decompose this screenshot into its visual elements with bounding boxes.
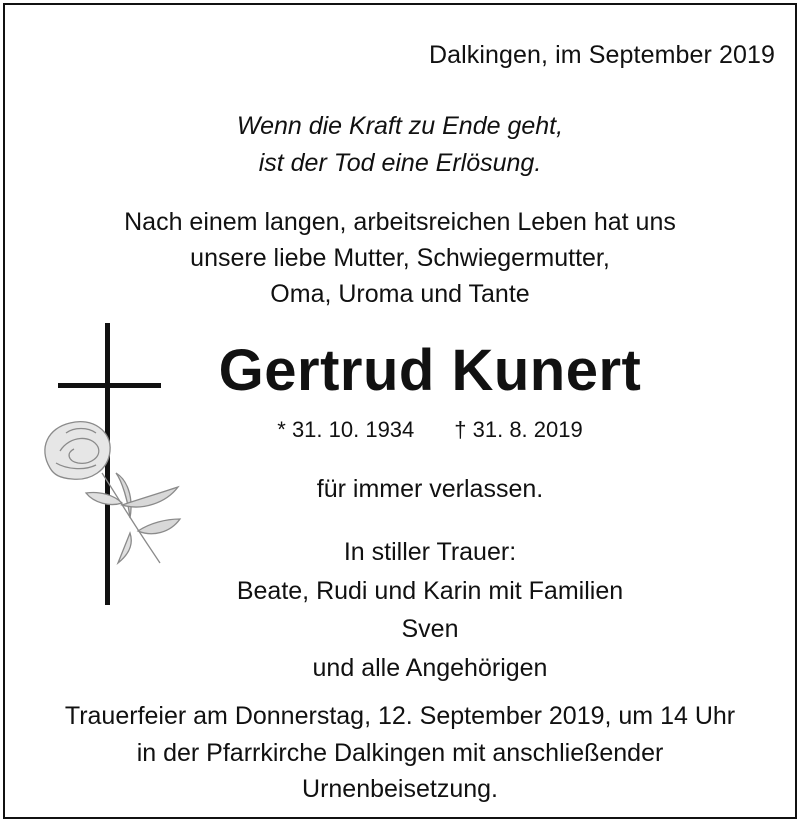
mourners-line: In stiller Trauer:	[343, 538, 517, 566]
service-info	[5, 698, 795, 808]
intro-text	[5, 204, 795, 312]
mourners-line: Sven	[401, 615, 459, 643]
service-line: Urnenbeisetzung.	[302, 775, 498, 803]
intro-line: Oma, Uroma und Tante	[270, 280, 530, 308]
left-text: für immer verlassen.	[316, 475, 544, 503]
intro-line: unsere liebe Mutter, Schwiegermutter,	[190, 244, 610, 272]
death-date: † 31. 8. 2019	[454, 417, 583, 442]
deceased-name: Gertrud Kunert	[218, 338, 642, 403]
quote-line: Wenn die Kraft zu Ende geht,	[236, 112, 564, 140]
place-date: Dalkingen, im September 2019	[428, 41, 775, 69]
service-line: Trauerfeier am Donnerstag, 12. September 2019, um 14 Uhr	[64, 702, 736, 730]
mourners	[65, 533, 795, 687]
life-dates	[65, 417, 795, 443]
mourners-line: und alle Angehörigen	[312, 653, 548, 682]
intro-line: Nach einem langen, arbeitsreichen Leben hat uns	[124, 208, 676, 236]
obituary-notice	[3, 3, 797, 819]
service-line: in der Pfarrkirche Dalkingen mit anschließender	[136, 738, 664, 767]
mourners-line: Beate, Rudi und Karin mit Familien	[236, 576, 624, 605]
quote	[5, 108, 795, 182]
quote-line: ist der Tod eine Erlösung.	[258, 149, 542, 177]
birth-date: * 31. 10. 1934	[277, 417, 415, 442]
